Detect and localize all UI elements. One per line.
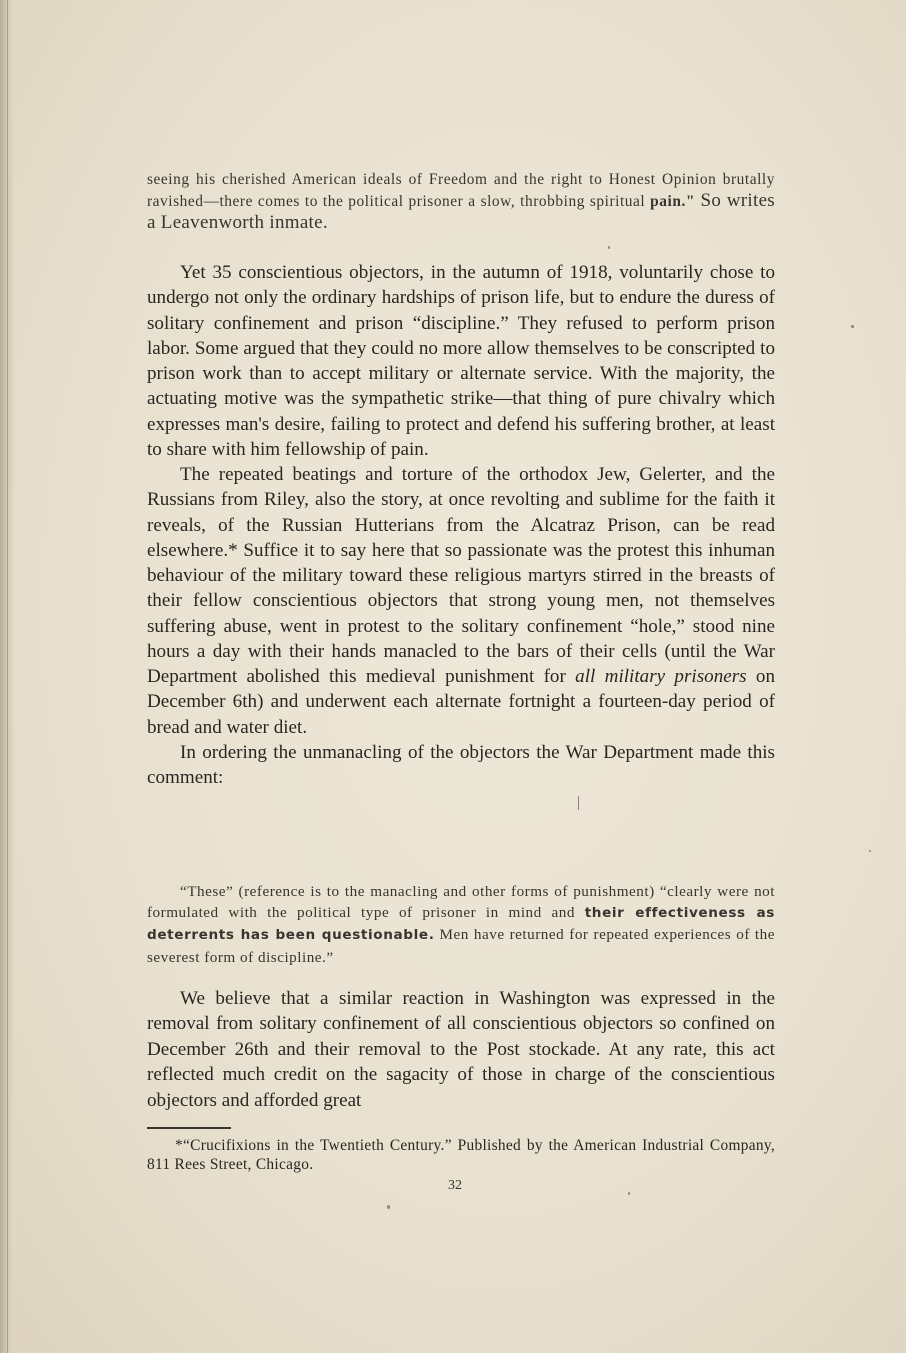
- paragraph-washington: We believe that a similar reaction in Washington was expressed in the removal from solitary confinement of all conscientious objectors so confined on December 26th and their removal to the Post stockade. At any rate, this act reflected much credit on the sagacity of those in charge of the conscientious objectors and afforded great: [147, 988, 775, 1111]
- paper-speck: [387, 1205, 390, 1209]
- paragraph-beatings-text-end: on December 6th) and underwent each alternate fortnight a fourteen-day period of bread and water diet.: [147, 666, 775, 738]
- quote-text-start: “These” (reference is to the manacling and other forms of punishment) “clearly were not formulated with the political type of prisoner in mind and: [147, 883, 775, 922]
- continued-paragraph: [147, 169, 775, 234]
- paper-speck: [851, 325, 854, 328]
- paragraph-beatings-text: The repeated beatings and torture of the orthodox Jew, Gelerter, and the Russians from Riley, also the story, at once revolting and sublime for the faith it reveals, of the Russian Hutterians from the Alcatraz Prison, can be read elsewhere.* Suffice it to say here that so passionate was the protest this inhuman behaviour of the military toward these religious martyrs stirred in the breasts of their fellow conscientious objectors that strong young men, not themselves suffering abuse, went in protest to the solitary confinement “hole,” stood nine hours a day with their hands manacled to the bars of their cells (until the War Department abolished this medieval punishment for: [147, 464, 775, 687]
- block-quote: [147, 881, 775, 968]
- paper-mark: [578, 796, 579, 810]
- paragraph-unmanacling: In ordering the unmanacling of the objectors the War Department made this comment:: [147, 741, 775, 788]
- paper-speck: [628, 1192, 630, 1195]
- continued-text: seeing his cherished American ideals of Freedom and the right to Honest Opinion brutally ravished—there comes to the political prisoner a slow, throbbing spiritual: [147, 171, 775, 210]
- footnote: [147, 1136, 775, 1174]
- closing-body-text: [147, 986, 775, 1113]
- quote-text: [147, 881, 775, 968]
- quote-bold-text: their effectiveness as deterrents has been questionable.: [147, 905, 775, 944]
- paragraph-beatings: [147, 462, 775, 740]
- paper-speck: [869, 850, 871, 852]
- paragraph-objectors: Yet 35 conscientious objectors, in the autumn of 1918, voluntarily chose to undergo not only the ordinary hardships of prison life, but to endure the duress of solitary confinement and prison “discipline.” They refused to perform prison labor. Some argued that they could no more allow themselves to be conscripted to prison work than to accept military or alternate service. With the majority, the actuating motive was the sympathetic strike—that thing of pure chivalry which expresses man's desire, failing to protect and defend his suffering brother, at least to share with him fellowship of pain.: [147, 262, 775, 460]
- quote-text-end: Men have returned for repeated experiences of the severest form of discipline.”: [147, 926, 775, 966]
- footnote-text: *“Crucifixions in the Twentieth Century.” Published by the American Industrial Company, 811 Rees Street, Chicago.: [147, 1137, 775, 1173]
- binding-line: [7, 0, 8, 1353]
- continued-text-end: So writes a Leavenworth inmate.: [147, 190, 775, 233]
- continued-bold-word: pain.": [650, 193, 695, 210]
- paper-speck: [608, 246, 610, 249]
- paragraph-beatings-italic: all military prisoners: [575, 666, 747, 687]
- page-number: 32: [448, 1178, 462, 1193]
- footnote-rule: [147, 1127, 231, 1129]
- main-body-text: [147, 260, 775, 790]
